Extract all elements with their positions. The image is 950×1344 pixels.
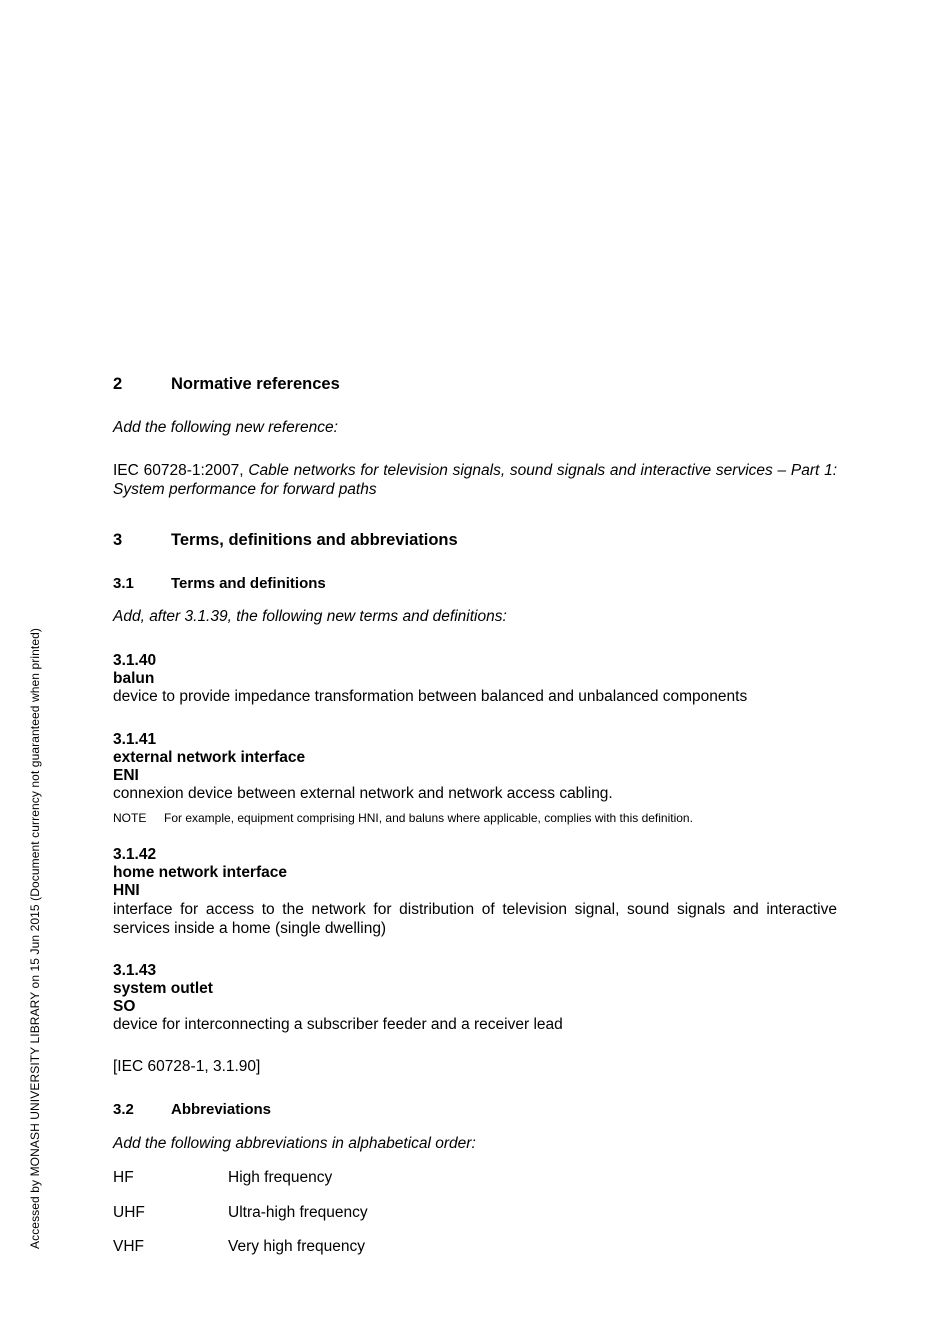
reference-title: Cable networks for television signals, sound signals and interactive services – Part 1: System performance for forward paths (113, 462, 838, 498)
access-stamp: Accessed by MONASH UNIVERSITY LIBRARY on 15 Jun 2015 (Document currency not guaranteed when printed) (28, 628, 42, 1249)
note-text: For example, equipment comprising HNI, and baluns where applicable, complies with this definition. (164, 811, 693, 825)
term-abbreviation: HNI (113, 882, 140, 899)
abbreviation-row (113, 1169, 332, 1187)
section-2-title: Normative references (171, 375, 340, 393)
term-definition: device to provide impedance transformation between balanced and unbalanced components (113, 688, 748, 705)
term-name: external network interface (113, 749, 306, 766)
term-abbreviation: ENI (113, 767, 139, 784)
abbreviation-row (113, 1238, 365, 1256)
abbreviation-code: UHF (113, 1204, 145, 1221)
section-3-1-title: Terms and definitions (171, 575, 326, 592)
term-definition: interface for access to the network for distribution of television signal, sound signals and interactive services inside a home (single dwelling) (113, 901, 837, 937)
term-number: 3.1.43 (113, 962, 157, 979)
section-3-title: Terms, definitions and abbreviations (171, 531, 458, 549)
abbreviation-row (113, 1204, 368, 1222)
abbreviation-meaning: Very high frequency (228, 1238, 366, 1255)
section-3-1-heading (113, 575, 326, 592)
term-definition: connexion device between external network and network access cabling. (113, 785, 613, 802)
section-3-1-instruction: Add, after 3.1.39, the following new terms and definitions: (113, 608, 507, 625)
abbreviation-meaning: Ultra-high frequency (228, 1204, 368, 1221)
section-2-instruction: Add the following new reference: (113, 419, 338, 436)
section-3-2-heading (113, 1101, 271, 1118)
section-3-heading (113, 531, 458, 550)
section-3-number: 3 (113, 531, 123, 549)
term-name: balun (113, 670, 155, 687)
reference-code: IEC 60728-1:2007, (113, 462, 244, 479)
abbreviation-code: HF (113, 1169, 134, 1186)
normative-reference (113, 461, 837, 499)
abbreviation-meaning: High frequency (228, 1169, 333, 1186)
term-name: home network interface (113, 864, 287, 881)
term-abbreviation: SO (113, 998, 136, 1015)
section-3-2-number: 3.2 (113, 1101, 134, 1118)
term-definition: device for interconnecting a subscriber feeder and a receiver lead (113, 1016, 563, 1033)
note-label: NOTE (113, 811, 147, 825)
section-3-2-title: Abbreviations (171, 1101, 272, 1118)
section-3-1-number: 3.1 (113, 575, 134, 592)
abbreviation-code: VHF (113, 1238, 144, 1255)
term-number: 3.1.42 (113, 846, 157, 863)
term-source: [IEC 60728-1, 3.1.90] (113, 1058, 261, 1075)
section-3-2-instruction: Add the following abbreviations in alphabetical order: (113, 1135, 476, 1152)
term-name: system outlet (113, 980, 213, 997)
term-number: 3.1.41 (113, 731, 157, 748)
section-2-number: 2 (113, 375, 123, 393)
term-number: 3.1.40 (113, 652, 157, 669)
term-note (113, 811, 693, 825)
section-2-heading (113, 375, 340, 394)
